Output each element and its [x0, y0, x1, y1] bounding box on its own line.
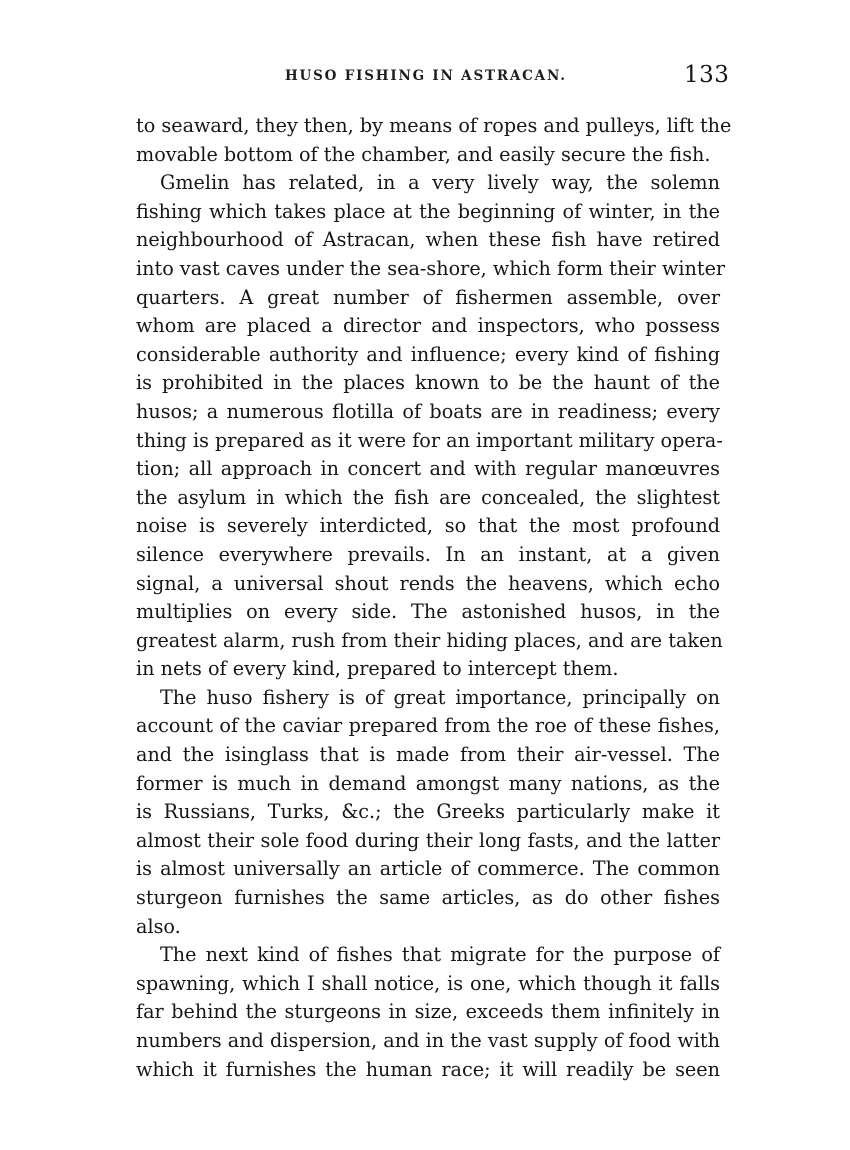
text-line: is Russians, Turks, &c.; the Greeks particularly make it [136, 800, 720, 824]
paragraph-first-line: The huso fishery is of great importance, principally on [160, 685, 720, 709]
text-line: former is much in demand amongst many nations, as the [136, 771, 720, 795]
text-line: the asylum in which the fish are concealed, the slightest [136, 485, 720, 509]
text-line: into vast caves under the sea-shore, which form their winter [136, 256, 726, 280]
text-line: spawning, which I shall notice, is one, which though it falls [136, 971, 720, 995]
body-text [136, 112, 732, 1084]
text-line: and the isinglass that is made from their air-vessel. The [136, 743, 720, 767]
text-line: movable bottom of the chamber, and easily secure the fish. [136, 142, 711, 166]
text-line: greatest alarm, rush from their hiding places, and are taken [136, 628, 723, 652]
page-number: 133 [684, 62, 730, 88]
text-line: multiplies on every side. The astonished husos, in the [136, 600, 720, 624]
text-line: sturgeon furnishes the same articles, as do other fishes [136, 886, 720, 910]
paragraph-first-line: The next kind of fishes that migrate for the purpose of [160, 943, 720, 967]
text-line: thing is prepared as it were for an important military opera- [136, 428, 723, 452]
text-line: is prohibited in the places known to be the haunt of the [136, 371, 720, 395]
text-line: husos; a numerous flotilla of boats are in readiness; every [136, 399, 720, 423]
text-line: fishing which takes place at the beginning of winter, in the [136, 199, 720, 223]
text-line: also. [136, 914, 181, 938]
text-line: almost their sole food during their long fasts, and the latter [136, 828, 720, 852]
running-head [0, 62, 850, 92]
text-line: which it furnishes the human race; it will readily be seen [136, 1057, 720, 1081]
text-line: far behind the sturgeons in size, exceeds them infinitely in [136, 1000, 720, 1024]
text-line: neighbourhood of Astracan, when these fish have retired [136, 228, 720, 252]
text-line: tion; all approach in concert and with regular manœuvres [136, 457, 720, 481]
text-line: silence everywhere prevails. In an instant, at a given [136, 542, 720, 566]
running-head-title: HUSO FISHING IN ASTRACAN. [285, 68, 567, 84]
text-line: signal, a universal shout rends the heavens, which echo [136, 571, 720, 595]
text-line: whom are placed a director and inspectors, who possess [136, 314, 720, 338]
text-line: is almost universally an article of commerce. The common [136, 857, 720, 881]
text-line: numbers and dispersion, and in the vast supply of food with [136, 1029, 720, 1052]
paragraph-first-line: Gmelin has related, in a very lively way, the solemn [160, 171, 720, 195]
text-line: quarters. A great number of fishermen assemble, over [136, 285, 720, 309]
text-line: account of the caviar prepared from the roe of these fishes, [136, 714, 720, 738]
text-line: noise is severely interdicted, so that the most profound [136, 514, 720, 538]
text-line: to seaward, they then, by means of ropes and pulleys, lift the [136, 114, 732, 137]
text-line: in nets of every kind, prepared to intercept them. [136, 657, 619, 681]
text-line: considerable authority and influence; every kind of fishing [136, 342, 720, 366]
